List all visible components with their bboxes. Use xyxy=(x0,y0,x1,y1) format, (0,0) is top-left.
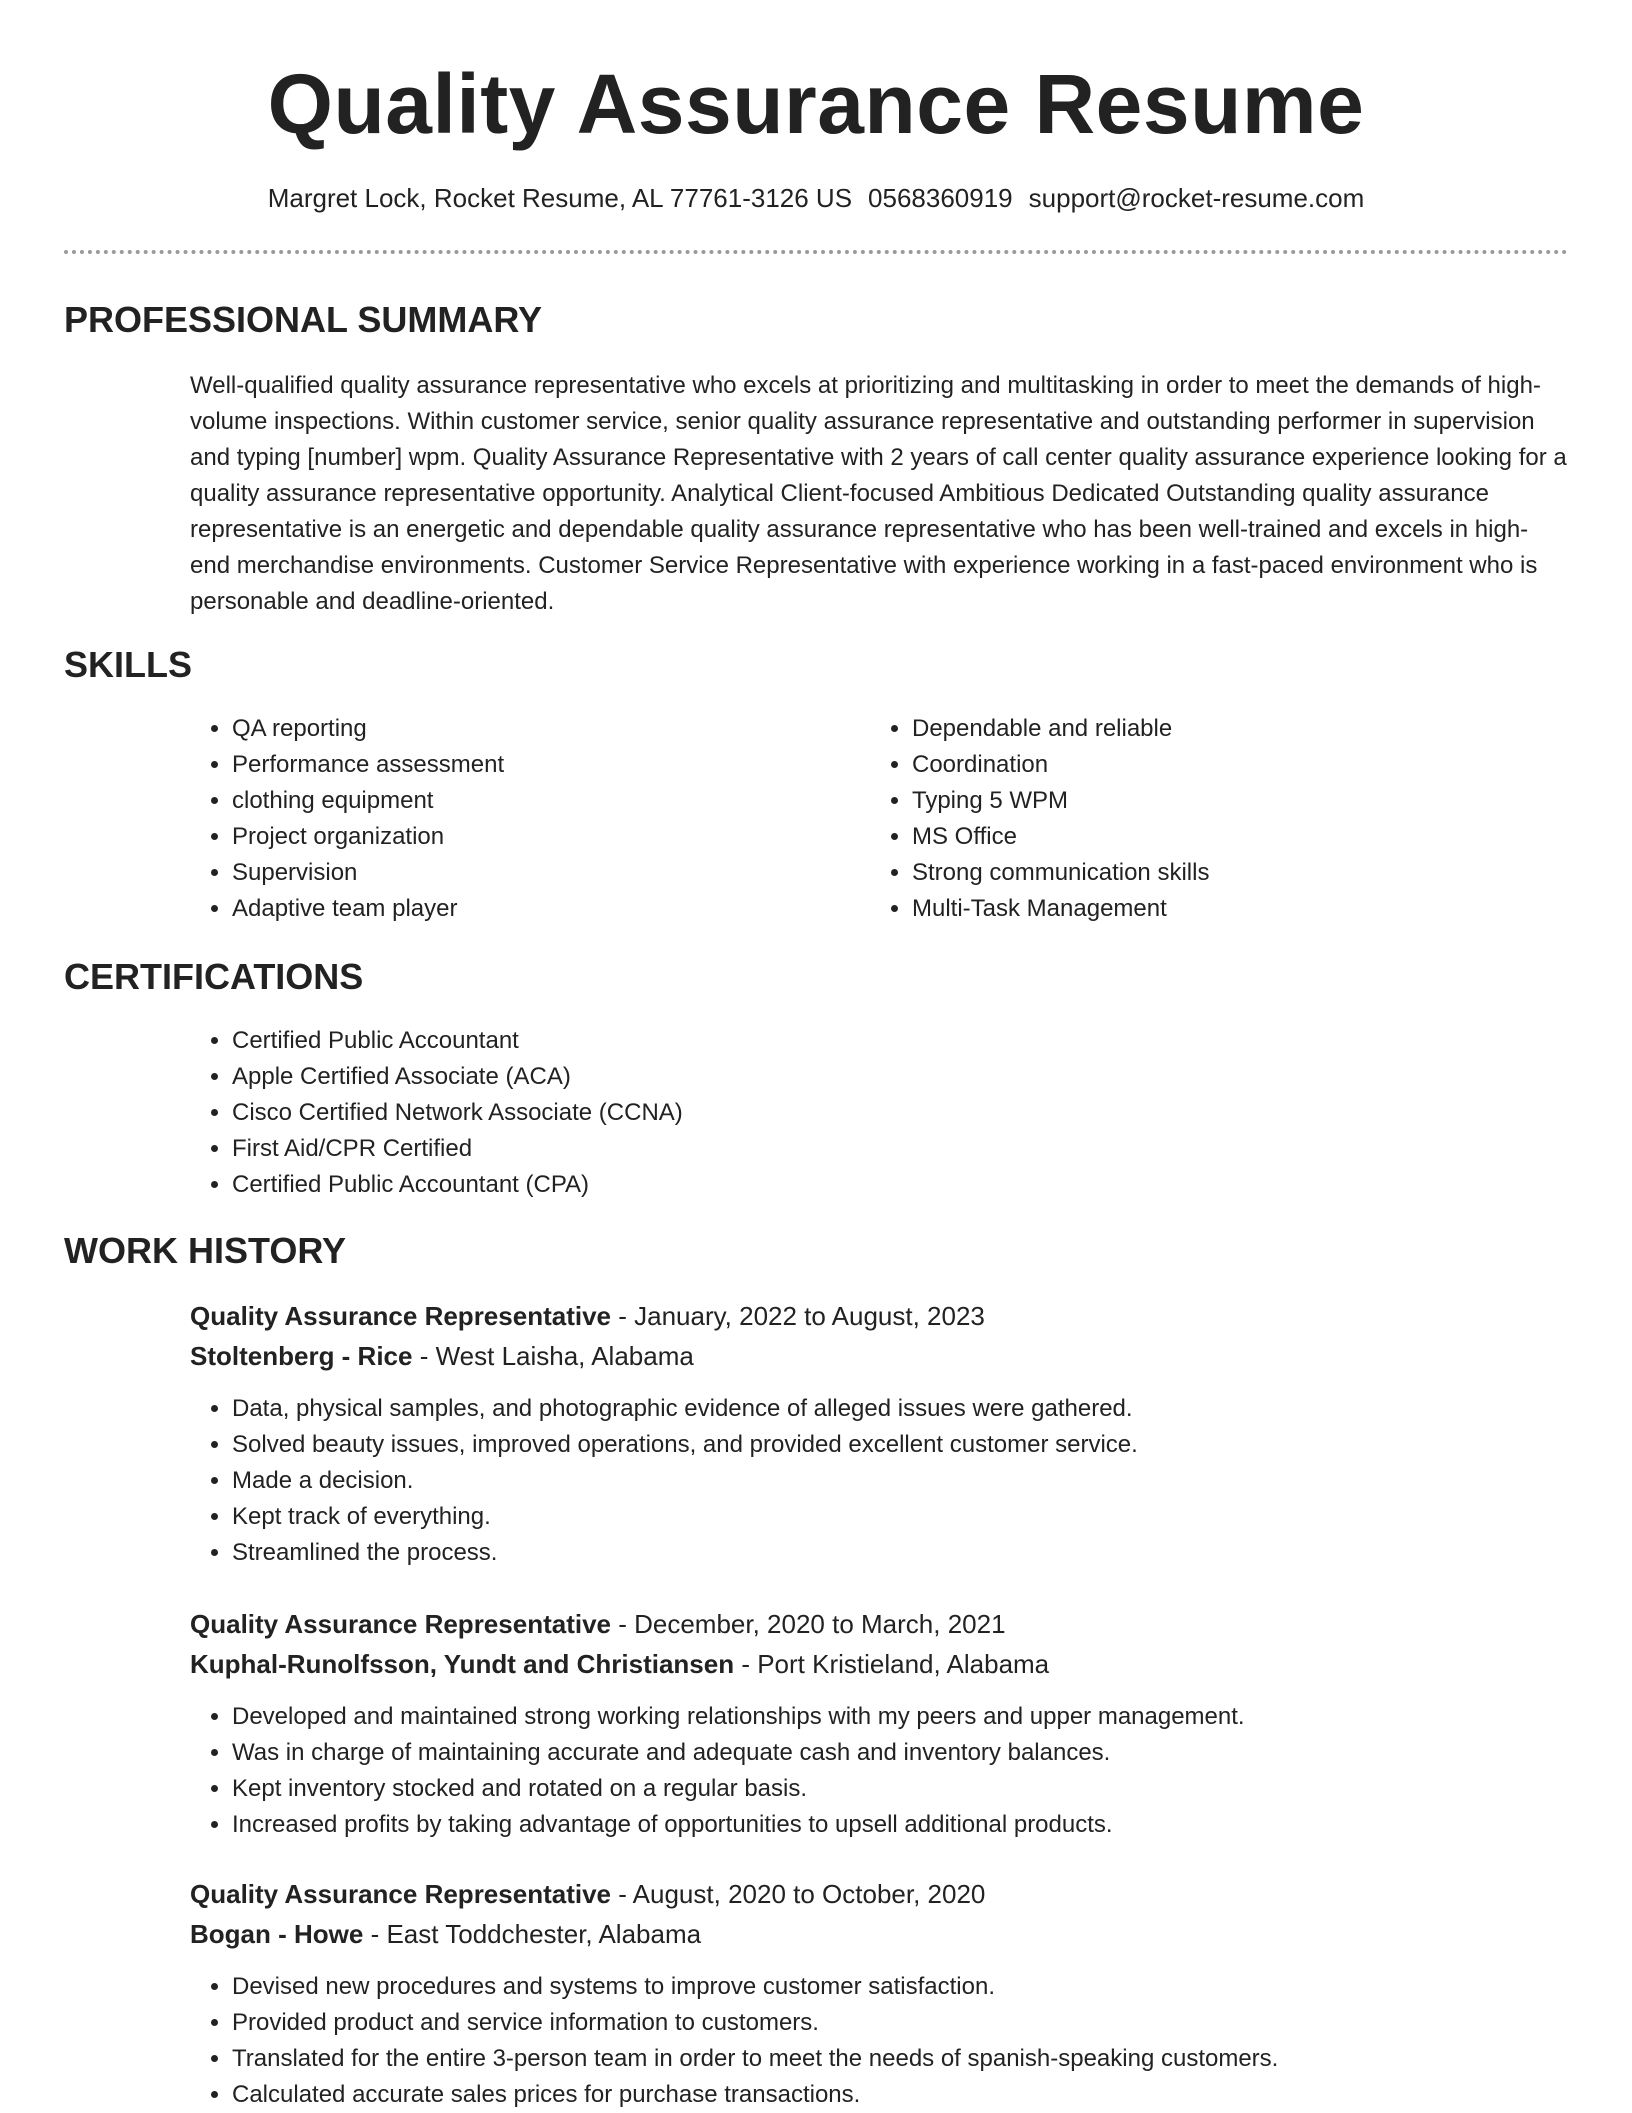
job-title-line xyxy=(190,1298,985,1334)
job-company-line xyxy=(190,1338,694,1374)
list-item: • Strong communication skills xyxy=(912,855,1532,891)
list-item: • Made a decision. xyxy=(232,1463,1612,1499)
contact-line xyxy=(0,180,1632,216)
list-item: • Adaptive team player xyxy=(232,891,852,927)
list-item: • Certified Public Accountant (CPA) xyxy=(232,1167,1532,1203)
job-location: - Port Kristieland, Alabama xyxy=(734,1649,1050,1679)
certifications-heading: CERTIFICATIONS xyxy=(64,956,364,997)
list-item: • Was in charge of maintaining accurate and adequate cash and inventory balances. xyxy=(232,1735,1612,1771)
list-item: • Increased profits by taking advantage of opportunities to upsell additional products. xyxy=(232,1807,1612,1843)
contact-address: Margret Lock, Rocket Resume, AL 77761-3126 US xyxy=(267,183,853,213)
job-company: Kuphal-Runolfsson, Yundt and Christiansen xyxy=(190,1649,735,1679)
skills-list-left xyxy=(188,711,852,927)
header-divider xyxy=(64,250,1568,254)
list-item: • Performance assessment xyxy=(232,747,852,783)
list-item: • clothing equipment xyxy=(232,783,852,819)
skills-heading: SKILLS xyxy=(64,644,193,685)
job-duties-list xyxy=(188,1699,1612,1843)
job-duties-list xyxy=(188,1391,1612,1571)
job-company-line xyxy=(190,1916,701,1952)
list-item: • QA reporting xyxy=(232,711,852,747)
certifications-list xyxy=(188,1023,1532,1203)
job-location: - West Laisha, Alabama xyxy=(412,1341,694,1371)
list-item: • Translated for the entire 3-person team in order to meet the needs of spanish-speaking customers. xyxy=(232,2041,1612,2077)
contact-phone: 0568360919 xyxy=(868,183,1013,213)
skills-list-right xyxy=(868,711,1532,927)
list-item: • Kept track of everything. xyxy=(232,1499,1612,1535)
job-dates: - August, 2020 to October, 2020 xyxy=(611,1879,986,1909)
list-item: • Typing 5 WPM xyxy=(912,783,1532,819)
list-item: • Provided product and service information to customers. xyxy=(232,2005,1612,2041)
job-company: Stoltenberg - Rice xyxy=(190,1341,413,1371)
list-item: • Dependable and reliable xyxy=(912,711,1532,747)
work-history-heading: WORK HISTORY xyxy=(64,1230,347,1271)
list-item: • Solved beauty issues, improved operations, and provided excellent customer service. xyxy=(232,1427,1612,1463)
list-item: • First Aid/CPR Certified xyxy=(232,1131,1532,1167)
list-item: • Coordination xyxy=(912,747,1532,783)
job-dates: - January, 2022 to August, 2023 xyxy=(611,1301,985,1331)
list-item: • Certified Public Accountant xyxy=(232,1023,1532,1059)
list-item: • Calculated accurate sales prices for purchase transactions. xyxy=(232,2077,1612,2113)
summary-text: Well-qualified quality assurance representative who excels at prioritizing and multitasking in order to meet the demands of high-volume inspections. Within customer service, senior quality assurance representative and outstanding performer in supervision and typing [number] wpm. Quality Assurance Representative with 2 years of call center quality assurance experience looking for a quality assurance representative opportunity. Analytical Client-focused Ambitious Dedicated Outstanding quality assurance representative is an energetic and dependable quality assurance representative who has been well-trained and excels in high-end merchandise environments. Customer Service Representative with experience working in a fast-paced environment who is personable and deadline-oriented. xyxy=(190,372,1567,615)
list-item: • Developed and maintained strong working relationships with my peers and upper management. xyxy=(232,1699,1612,1735)
job-title: Quality Assurance Representative xyxy=(190,1609,611,1639)
job-title: Quality Assurance Representative xyxy=(190,1301,611,1331)
list-item: • Apple Certified Associate (ACA) xyxy=(232,1059,1532,1095)
list-item: • Devised new procedures and systems to improve customer satisfaction. xyxy=(232,1969,1612,2005)
list-item: • Streamlined the process. xyxy=(232,1535,1612,1571)
job-location: - East Toddchester, Alabama xyxy=(363,1919,702,1949)
resume-title: Quality Assurance Resume xyxy=(267,57,1365,151)
list-item: • Data, physical samples, and photographic evidence of alleged issues were gathered. xyxy=(232,1391,1612,1427)
summary-heading: PROFESSIONAL SUMMARY xyxy=(64,299,543,340)
list-item: • Kept inventory stocked and rotated on a regular basis. xyxy=(232,1771,1612,1807)
contact-email: support@rocket-resume.com xyxy=(1028,183,1365,213)
job-company: Bogan - Howe xyxy=(190,1919,364,1949)
job-title-line xyxy=(190,1606,1006,1642)
job-dates: - December, 2020 to March, 2021 xyxy=(611,1609,1006,1639)
list-item: • Cisco Certified Network Associate (CCNA) xyxy=(232,1095,1532,1131)
list-item: • Project organization xyxy=(232,819,852,855)
job-title: Quality Assurance Representative xyxy=(190,1879,611,1909)
list-item: • Supervision xyxy=(232,855,852,891)
list-item: • MS Office xyxy=(912,819,1532,855)
job-duties-list xyxy=(188,1969,1612,2113)
job-title-line xyxy=(190,1876,985,1912)
list-item: • Multi-Task Management xyxy=(912,891,1532,927)
job-company-line xyxy=(190,1646,1049,1682)
